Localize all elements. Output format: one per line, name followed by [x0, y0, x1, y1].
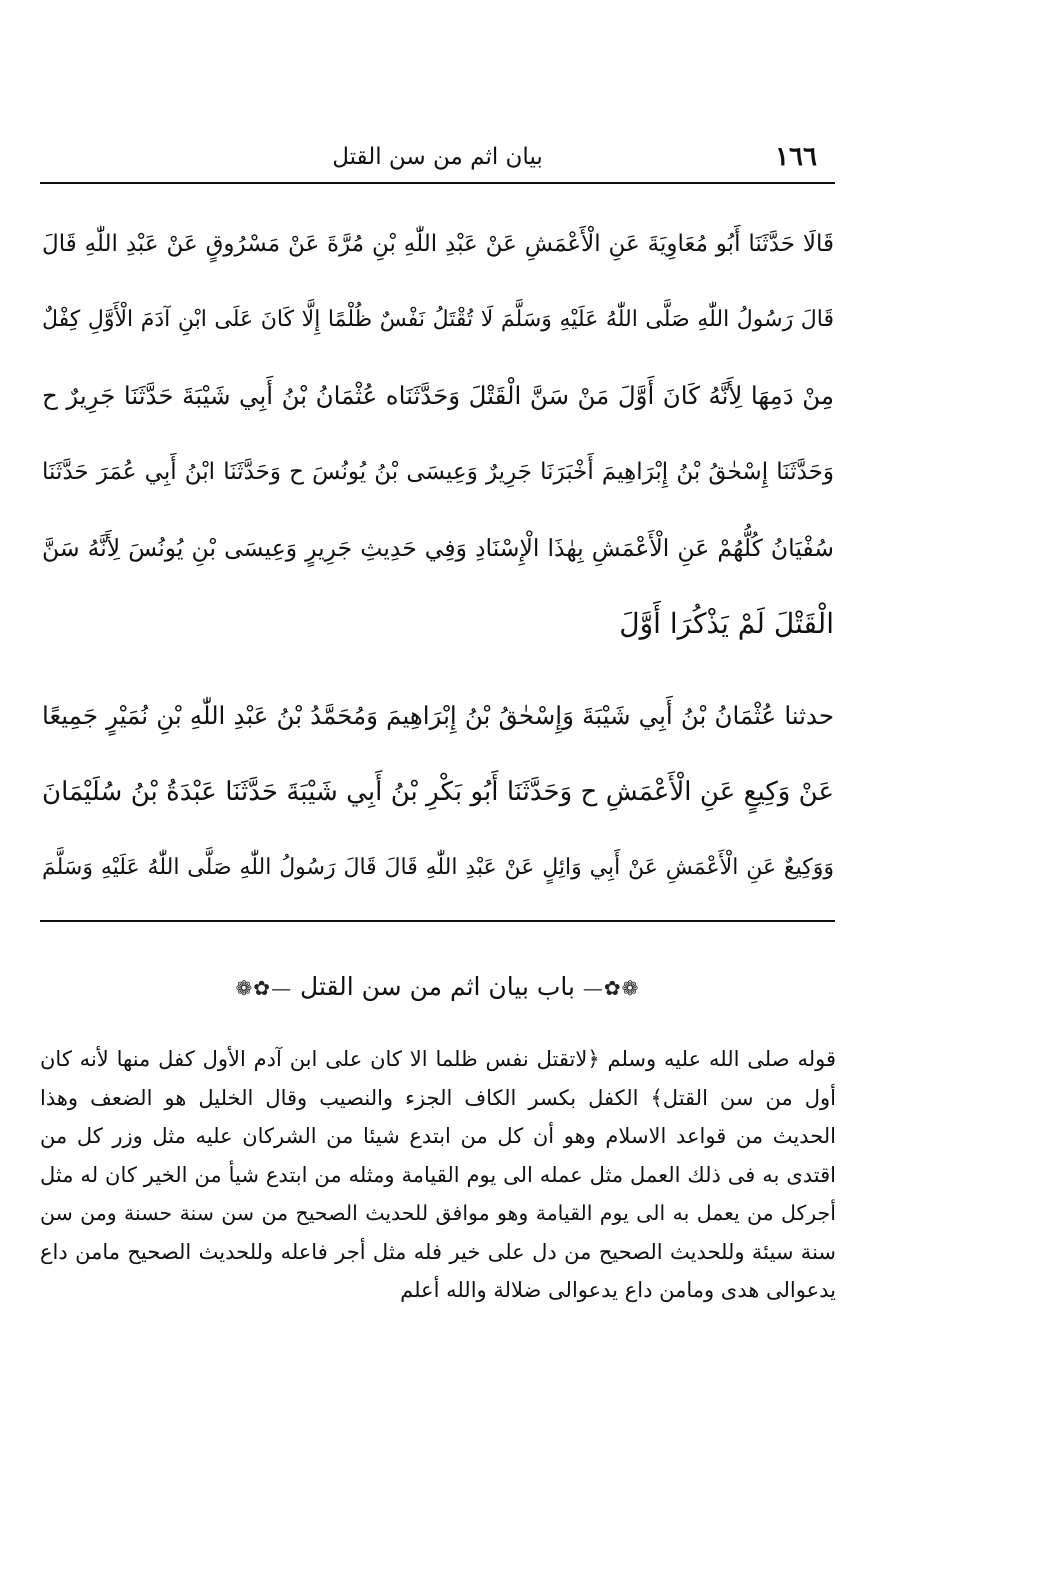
commentary-line: قوله صلى الله عليه وسلم ﴿لاتقتل نفس ظلما الا كان على ابن آدم الأول كفل منها لأنه كان	[40, 1047, 836, 1071]
hadith-line: مِنْ دَمِهَا لِأَنَّهُ كَانَ أَوَّلَ مَنْ سَنَّ الْقَتْلَ وَحَدَّثَنَاه عُثْمَانُ بْنُ أَبِي شَيْبَةَ حَدَّثَنَا جَرِيرٌ ح	[42, 381, 834, 410]
ornament-icon: —✿❁	[235, 976, 293, 1000]
hadith-line: الْقَتْلَ لَمْ يَذْكُرَا أَوَّلَ	[619, 607, 834, 640]
page-header	[40, 136, 835, 180]
hadith-line: حدثنا عُثْمَانُ بْنُ أَبِي شَيْبَةَ وَإِسْحٰقُ بْنُ إِبْرَاهِيمَ وَمُحَمَّدُ بْنُ عَبْدِ اللّٰهِ بْنِ نُمَيْرٍ جَمِيعًا	[42, 701, 834, 730]
commentary-line: أجركل من يعمل به الى يوم القيامة وهو موافق للحديث الصحيح من سن سنة حسنة ومن سن	[40, 1201, 836, 1225]
commentary-line: سنة سيئة وللحديث الصحيح من دل على خير فله مثل أجر فاعله وللحديث الصحيح مامن داع	[40, 1239, 836, 1264]
hadith-line: وَحَدَّثَنَا إِسْحٰقُ بْنُ إِبْرَاهِيمَ أَخْبَرَنَا جَرِيرٌ وَعِيسَى بْنُ يُونُسَ ح وَحَدَّثَنَا ابْنُ أَبِي عُمَرَ حَدَّثَنَا	[42, 459, 834, 485]
hadith-block-2	[42, 678, 834, 906]
section-divider	[40, 920, 835, 922]
ornament-icon: ❁✿—	[582, 976, 640, 1000]
commentary-line: أول من سن القتل﴾ الكفل بكسر الكاف الجزء والنصيب وقال الخليل هو الضعف وهذا	[40, 1085, 836, 1110]
hadith-block-1	[42, 206, 834, 662]
page-number: ١٦٦	[775, 142, 817, 172]
chapter-title: باب بيان اثم من سن القتل	[300, 972, 575, 1001]
commentary-line: يدعوالى هدى ومامن داع يدعوالى ضلالة والله أعلم	[400, 1278, 836, 1302]
hadith-line: قَالَ رَسُولُ اللّٰهِ صَلَّى اللّٰهُ عَلَيْهِ وَسَلَّمَ لَا تُقْتَلُ نَفْسٌ ظُلْمًا إِلَّا كَانَ عَلَى ابْنِ آدَمَ الْأَوَّلِ كِفْلٌ	[42, 307, 834, 332]
commentary-line: اقتدى به فى ذلك العمل مثل عمله الى يوم القيامة ومثله من ابتدع شيأ من الخير كان له مثل	[40, 1162, 836, 1187]
header-rule	[40, 182, 835, 184]
commentary-line: الحديث من قواعد الاسلام وهو أن كل من ابتدع شيئا من الشركان عليه مثل وزر كل من	[40, 1124, 836, 1148]
chapter-heading	[40, 964, 835, 1010]
hadith-line: وَوَكِيعٌ عَنِ الْأَعْمَشِ عَنْ أَبِي وَائِلٍ عَنْ عَبْدِ اللّٰهِ قَالَ قَالَ رَسُولُ اللّٰهِ صَلَّى اللّٰهُ عَلَيْهِ وَسَلَّمَ	[42, 855, 834, 880]
commentary-block	[40, 1040, 836, 1310]
running-head: بيان اثم من سن القتل	[332, 144, 543, 170]
hadith-line: سُفْيَانُ كُلُّهُمْ عَنِ الْأَعْمَشِ بِهٰذَا الْإِسْنَادِ وَفِي حَدِيثِ جَرِيرٍ وَعِيسَى بْنِ يُونُسَ لِأَنَّهُ سَنَّ	[42, 534, 834, 562]
hadith-line: عَنْ وَكِيعٍ عَنِ الْأَعْمَشِ ح وَحَدَّثَنَا أَبُو بَكْرِ بْنُ أَبِي شَيْبَةَ حَدَّثَنَا عَبْدَةُ بْنُ سُلَيْمَانَ	[42, 777, 834, 807]
hadith-line: قَالَا حَدَّثَنَا أَبُو مُعَاوِيَةَ عَنِ الْأَعْمَشِ عَنْ عَبْدِ اللّٰهِ بْنِ مُرَّةَ عَنْ مَسْرُوقٍ عَنْ عَبْدِ اللّٰهِ قَالَ	[42, 231, 834, 257]
